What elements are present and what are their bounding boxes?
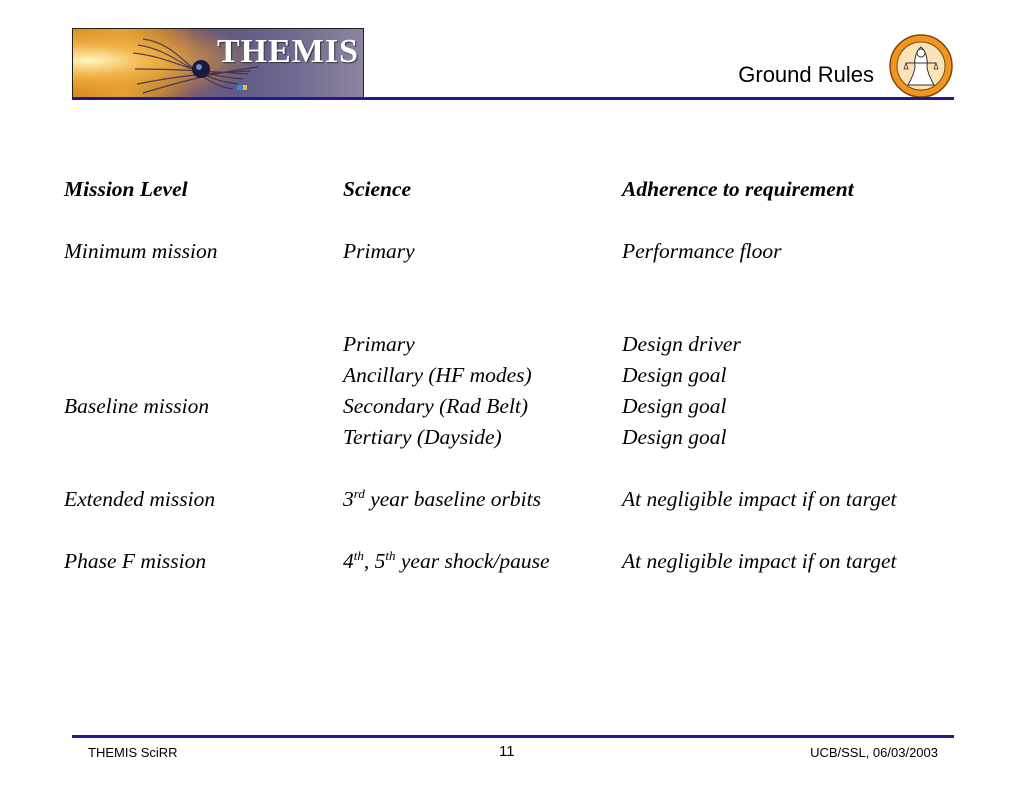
cell-science-baseline-ancillary: Ancillary (HF modes)	[343, 363, 532, 387]
header-science: Science	[343, 177, 412, 201]
cell-science-baseline-primary: Primary	[343, 332, 415, 356]
header-divider	[72, 97, 954, 100]
slide-title: Ground Rules	[738, 62, 874, 87]
page-number: 11	[499, 743, 515, 760]
header-mission-level: Mission Level	[64, 177, 188, 201]
cell-science-phase-f: 4th, 5th year shock/pause	[343, 547, 550, 573]
cell-adherence-baseline-secondary: Design goal	[622, 394, 727, 418]
footer-divider	[72, 735, 954, 738]
footer-left-text: THEMIS SciRR	[88, 745, 178, 760]
cell-level-extended: Extended mission	[64, 487, 216, 511]
cell-adherence-baseline-ancillary: Design goal	[622, 363, 727, 387]
cell-adherence-extended: At negligible impact if on target	[622, 487, 897, 511]
banner-title: THEMIS	[217, 33, 360, 70]
cell-level-minimum: Minimum mission	[64, 239, 218, 263]
footer-right-text: UCB/SSL, 06/03/2003	[810, 745, 938, 760]
cell-science-baseline-tertiary: Tertiary (Dayside)	[343, 425, 502, 449]
cell-adherence-minimum: Performance floor	[622, 239, 782, 263]
themis-banner-logo	[72, 28, 364, 98]
cell-science-baseline-secondary: Secondary (Rad Belt)	[343, 394, 529, 418]
cell-adherence-baseline-tertiary: Design goal	[622, 425, 727, 449]
cell-adherence-phase-f: At negligible impact if on target	[622, 549, 897, 573]
cell-adherence-baseline-primary: Design driver	[622, 332, 741, 356]
cell-science-minimum: Primary	[343, 239, 415, 263]
themis-seal-icon	[888, 33, 954, 99]
cell-level-phase-f: Phase F mission	[64, 549, 207, 573]
header-adherence: Adherence to requirement	[622, 177, 854, 201]
cell-level-baseline: Baseline mission	[64, 394, 210, 418]
cell-science-extended: 3rd year baseline orbits	[343, 485, 541, 511]
